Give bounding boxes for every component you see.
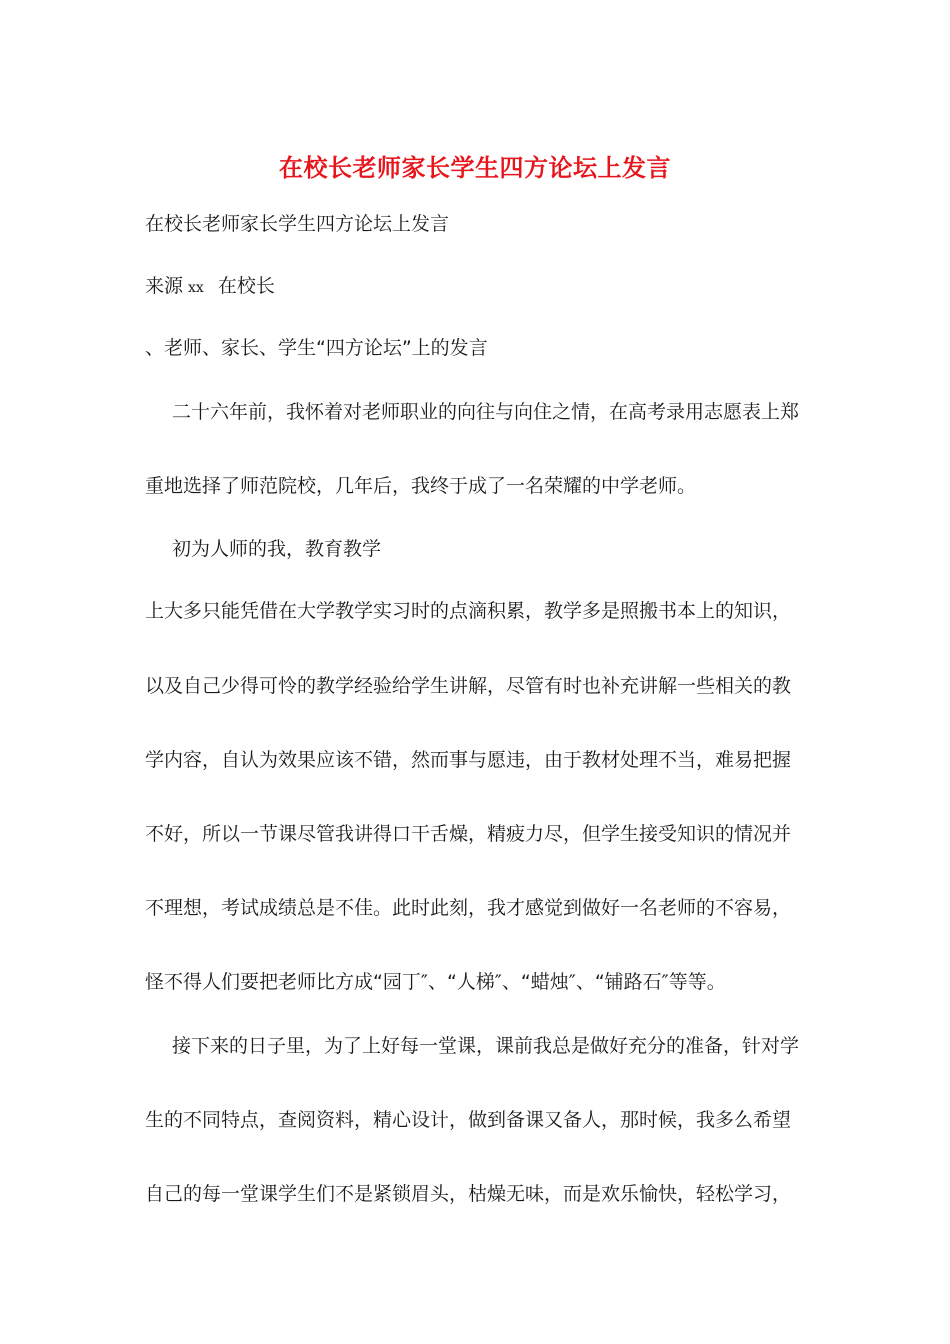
body-line: 以及自己少得可怜的教学经验给学生讲解，尽管有时也补充讲解一些相关的教	[145, 675, 792, 697]
body-line: 自己的每一堂课学生们不是紧锁眉头，枯燥无味，而是欢乐愉快，轻松学习，	[145, 1183, 792, 1205]
source-value: xx	[188, 280, 204, 296]
body-line: 上大多只能凭借在大学教学实习时的点滴积累，教学多是照搬书本上的知识，	[145, 600, 792, 622]
body-line: 接下来的日子里，为了上好每一堂课，课前我总是做好充分的准备，针对学	[172, 1035, 800, 1057]
source-label: 来源	[145, 275, 184, 297]
body-line: 重地选择了师范院校，几年后，我终于成了一名荣耀的中学老师。	[145, 475, 697, 497]
body-line: 二十六年前，我怀着对老师职业的向往与向住之情，在高考录用志愿表上郑	[172, 401, 800, 423]
forum-line: 、老师、家长、学生“四方论坛”上的发言	[145, 337, 488, 359]
body-line: 生的不同特点，查阅资料，精心设计，做到备课又备人，那时候，我多么希望	[145, 1109, 792, 1131]
body-line: 学内容，自认为效果应该不错，然而事与愿违，由于教材处理不当，难易把握	[145, 749, 792, 771]
body-line: 怪不得人们要把老师比方成“园丁″、“人梯″、“蜡烛″、“铺路石″等等。	[145, 971, 726, 993]
body-line: 不理想，考试成绩总是不佳。此时此刻，我才感觉到做好一名老师的不容易，	[145, 897, 792, 919]
source-after: 在校长	[217, 275, 275, 297]
document-title: 在校长老师家长学生四方论坛上发言	[279, 153, 671, 182]
source-line	[145, 273, 275, 301]
body-line: 不好，所以一节课尽管我讲得口干舌燥，精疲力尽，但学生接受知识的情况并	[145, 823, 792, 845]
document-subtitle: 在校长老师家长学生四方论坛上发言	[145, 213, 450, 235]
body-line: 初为人师的我，教育教学	[172, 538, 382, 560]
